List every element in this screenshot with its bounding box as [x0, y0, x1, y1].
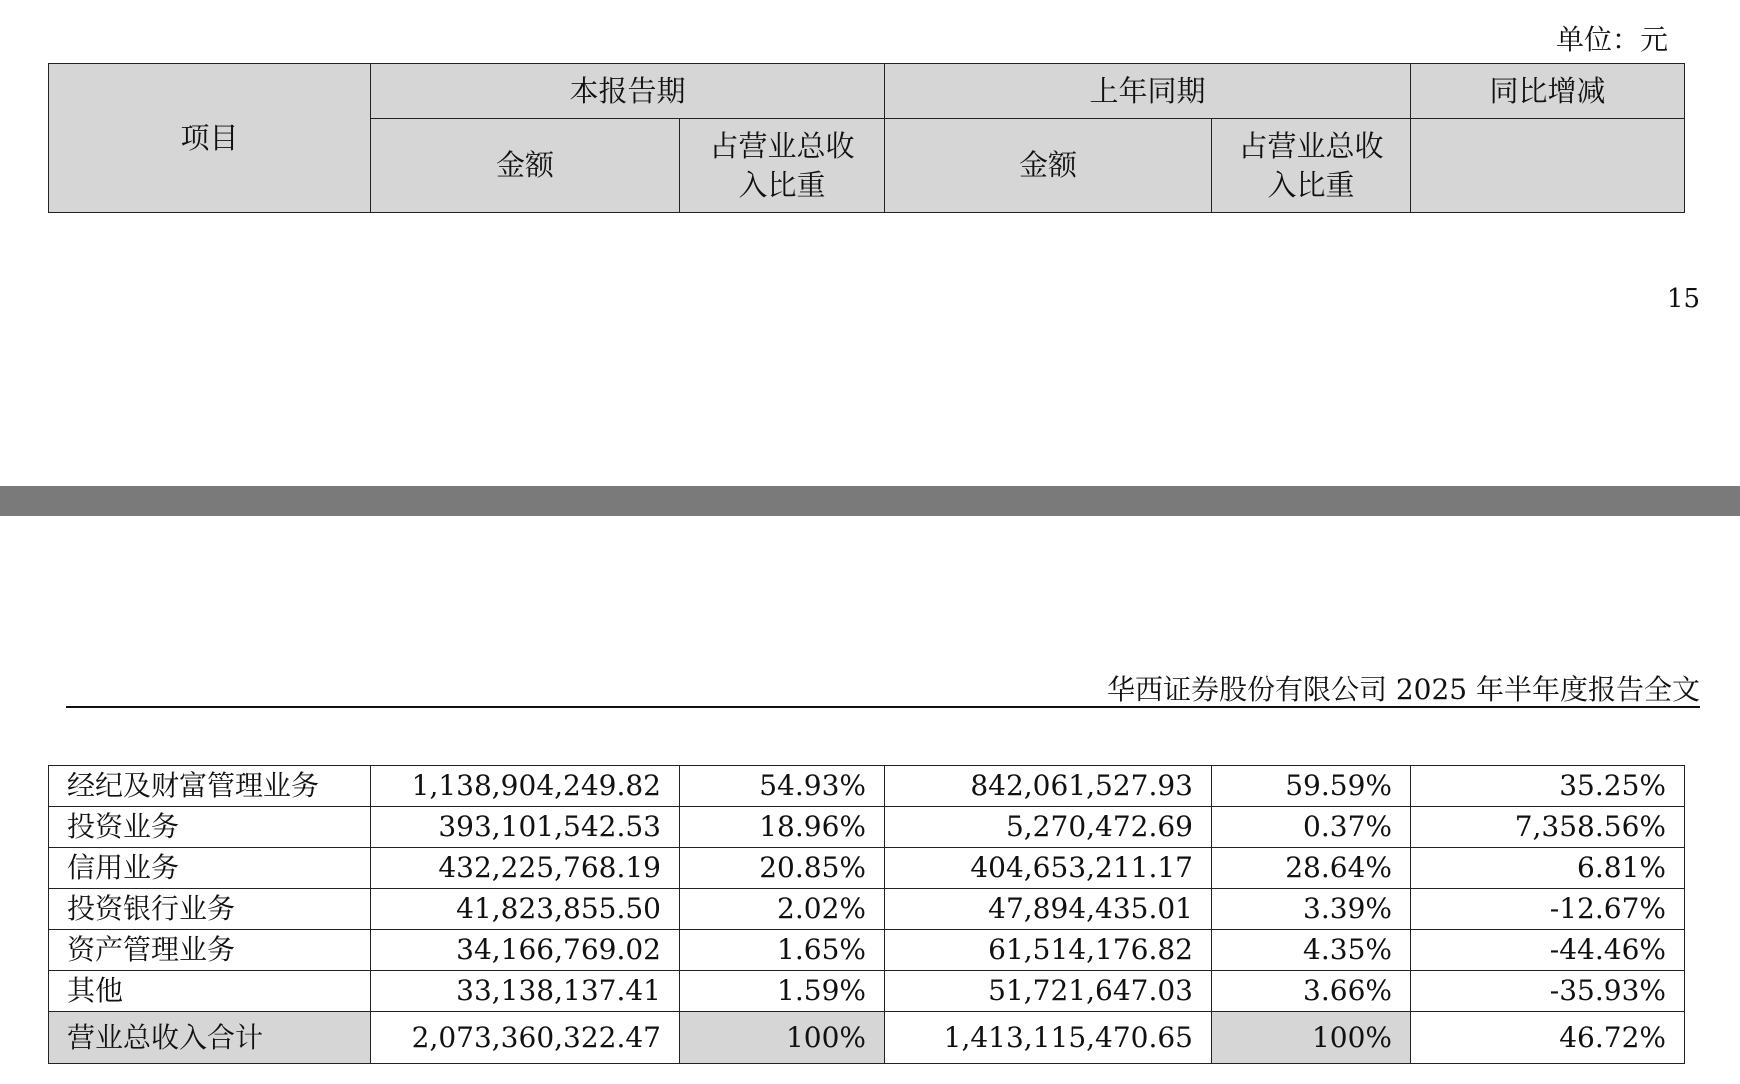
cell-prior-amount: 51,721,647.03: [885, 971, 1212, 1012]
cell-current-share: 1.65%: [680, 930, 885, 971]
header-rule: [66, 706, 1700, 708]
cell-prior-amount: 404,653,211.17: [885, 848, 1212, 889]
table-row: [49, 930, 1685, 971]
cell-prior-amount: 842,061,527.93: [885, 766, 1212, 807]
cell-current-share: 54.93%: [680, 766, 885, 807]
header-current-share: [680, 119, 885, 213]
table-rows: [49, 766, 1685, 1064]
cell-prior-share: 0.37%: [1212, 807, 1411, 848]
header-current-amount: 金额: [371, 119, 680, 213]
cell-current-share: 18.96%: [680, 807, 885, 848]
cell-item: 营业总收入合计: [49, 1012, 371, 1064]
page-bottom: [0, 516, 1740, 1084]
header-current-period: 本报告期: [371, 64, 885, 119]
unit-label: 单位：元: [1555, 23, 1668, 56]
revenue-table-header: [48, 63, 1685, 213]
table-row: [49, 971, 1685, 1012]
page-number: 15: [1666, 284, 1700, 314]
header-item: 项目: [49, 64, 371, 213]
cell-item: 信用业务: [49, 848, 371, 889]
cell-item: 其他: [49, 971, 371, 1012]
header-yoy-change: 同比增减: [1411, 64, 1685, 119]
cell-current-amount: 33,138,137.41: [371, 971, 680, 1012]
cell-current-amount: 393,101,542.53: [371, 807, 680, 848]
cell-prior-share: 4.35%: [1212, 930, 1411, 971]
cell-item: 资产管理业务: [49, 930, 371, 971]
cell-yoy-change: 46.72%: [1411, 1012, 1685, 1064]
page-gap: [0, 486, 1740, 516]
cell-yoy-change: -35.93%: [1411, 971, 1685, 1012]
revenue-table-body: [48, 765, 1685, 1064]
table-row: [49, 889, 1685, 930]
cell-current-amount: 41,823,855.50: [371, 889, 680, 930]
cell-current-amount: 2,073,360,322.47: [371, 1012, 680, 1064]
header-prior-period: 上年同期: [885, 64, 1411, 119]
cell-prior-amount: 1,413,115,470.65: [885, 1012, 1212, 1064]
cell-prior-share: 3.39%: [1212, 889, 1411, 930]
header-prior-amount: 金额: [885, 119, 1212, 213]
cell-prior-share: 28.64%: [1212, 848, 1411, 889]
running-header: 华西证券股份有限公司 2025 年半年度报告全文: [1106, 673, 1700, 706]
cell-current-amount: 432,225,768.19: [371, 848, 680, 889]
header-yoy-empty: [1411, 119, 1685, 213]
cell-current-share: 2.02%: [680, 889, 885, 930]
page-top: [0, 0, 1740, 486]
cell-current-amount: 34,166,769.02: [371, 930, 680, 971]
cell-current-share: 100%: [680, 1012, 885, 1064]
cell-current-share: 20.85%: [680, 848, 885, 889]
cell-current-amount: 1,138,904,249.82: [371, 766, 680, 807]
cell-item: 投资业务: [49, 807, 371, 848]
cell-prior-amount: 5,270,472.69: [885, 807, 1212, 848]
cell-prior-share: 59.59%: [1212, 766, 1411, 807]
cell-yoy-change: -44.46%: [1411, 930, 1685, 971]
cell-prior-share: 100%: [1212, 1012, 1411, 1064]
cell-prior-amount: 47,894,435.01: [885, 889, 1212, 930]
share-line2: 入比重: [1267, 167, 1355, 202]
cell-prior-share: 3.66%: [1212, 971, 1411, 1012]
table-row: [49, 807, 1685, 848]
share-line2: 入比重: [738, 167, 826, 202]
cell-yoy-change: 35.25%: [1411, 766, 1685, 807]
total-row: [49, 1012, 1685, 1064]
header-prior-share: [1212, 119, 1411, 213]
table-row: [49, 848, 1685, 889]
cell-item: 投资银行业务: [49, 889, 371, 930]
cell-yoy-change: 6.81%: [1411, 848, 1685, 889]
table-row: [49, 766, 1685, 807]
share-line1: 占营业总收: [1238, 128, 1384, 163]
cell-current-share: 1.59%: [680, 971, 885, 1012]
cell-yoy-change: -12.67%: [1411, 889, 1685, 930]
cell-prior-amount: 61,514,176.82: [885, 930, 1212, 971]
cell-yoy-change: 7,358.56%: [1411, 807, 1685, 848]
share-line1: 占营业总收: [709, 128, 855, 163]
cell-item: 经纪及财富管理业务: [49, 766, 371, 807]
